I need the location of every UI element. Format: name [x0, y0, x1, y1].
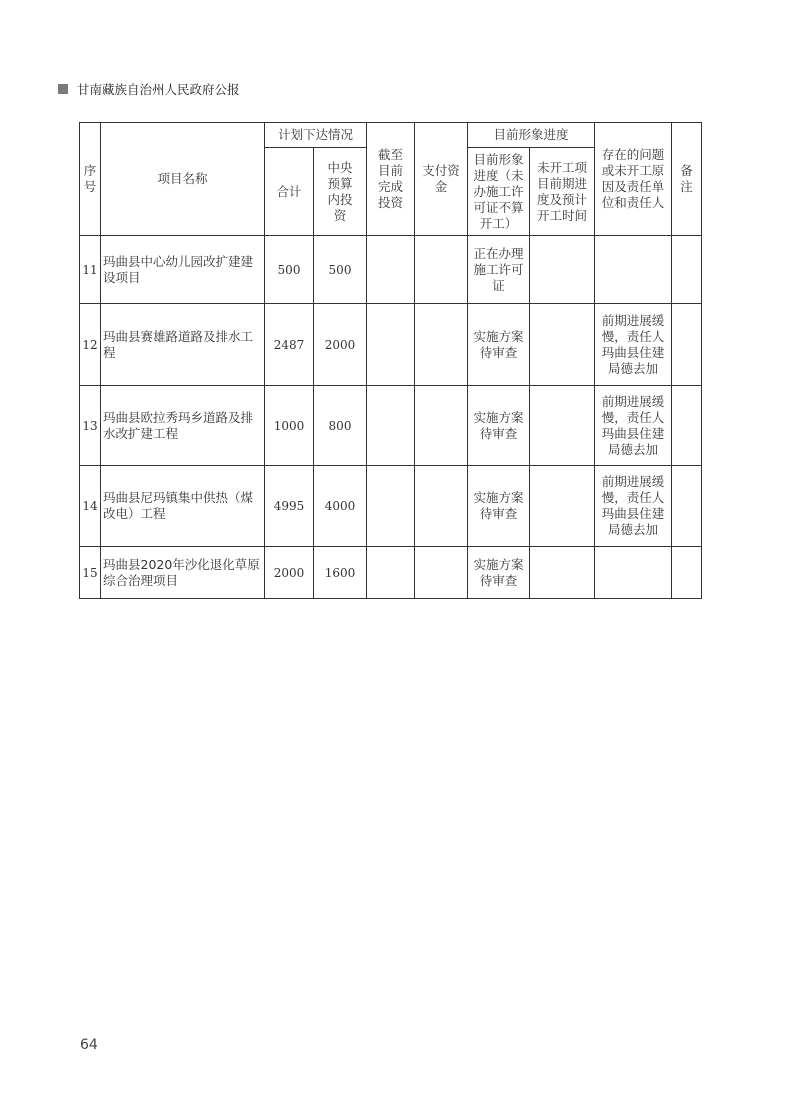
cell-completed	[367, 236, 415, 304]
header-completed-investment: 截至目前完成投资	[367, 123, 415, 236]
document-header	[58, 80, 240, 98]
cell-issues	[595, 547, 672, 599]
cell-completed	[367, 547, 415, 599]
cell-plan-central: 2000	[314, 304, 367, 386]
cell-plan-central: 4000	[314, 466, 367, 547]
cell-project-name: 玛曲县中心幼儿园改扩建建设项目	[101, 236, 265, 304]
cell-progress: 正在办理施工许可证	[468, 236, 530, 304]
cell-paid	[415, 547, 468, 599]
cell-project-name: 玛曲县尼玛镇集中供热（煤改电）工程	[101, 466, 265, 547]
cell-issues: 前期进展缓慢，责任人玛曲县住建局德去加	[595, 304, 672, 386]
header-progress-current: 目前形象进度（未办施工许可证不算开工）	[468, 148, 530, 236]
header-progress-unstarted: 未开工项目前期进度及预计开工时间	[530, 148, 595, 236]
cell-unstarted	[530, 304, 595, 386]
cell-unstarted	[530, 386, 595, 466]
header-square-icon	[58, 84, 68, 94]
cell-remarks	[672, 304, 702, 386]
cell-paid	[415, 236, 468, 304]
cell-completed	[367, 304, 415, 386]
table-row	[80, 466, 702, 547]
cell-remarks	[672, 386, 702, 466]
cell-completed	[367, 386, 415, 466]
cell-paid	[415, 386, 468, 466]
cell-plan-total: 2000	[265, 547, 314, 599]
cell-completed	[367, 466, 415, 547]
header-issues: 存在的问题或未开工原因及责任单位和责任人	[595, 123, 672, 236]
cell-progress: 实施方案待审查	[468, 304, 530, 386]
header-progress-group: 目前形象进度	[468, 123, 595, 148]
header-title: 甘南藏族自治州人民政府公报	[77, 82, 240, 97]
cell-seq: 11	[80, 236, 101, 304]
cell-plan-central: 500	[314, 236, 367, 304]
table-row	[80, 547, 702, 599]
header-plan-central: 中央预算内投资	[314, 148, 367, 236]
cell-progress: 实施方案待审查	[468, 547, 530, 599]
header-plan-total: 合计	[265, 148, 314, 236]
project-progress-table	[79, 122, 702, 599]
cell-seq: 15	[80, 547, 101, 599]
cell-unstarted	[530, 547, 595, 599]
header-remarks: 备注	[672, 123, 702, 236]
cell-plan-central: 800	[314, 386, 367, 466]
cell-unstarted	[530, 236, 595, 304]
cell-project-name: 玛曲县赛雄路道路及排水工程	[101, 304, 265, 386]
cell-issues: 前期进展缓慢，责任人玛曲县住建局德去加	[595, 386, 672, 466]
table-row	[80, 386, 702, 466]
cell-seq: 14	[80, 466, 101, 547]
table-row	[80, 304, 702, 386]
cell-paid	[415, 466, 468, 547]
cell-paid	[415, 304, 468, 386]
cell-plan-central: 1600	[314, 547, 367, 599]
cell-issues	[595, 236, 672, 304]
cell-plan-total: 4995	[265, 466, 314, 547]
cell-remarks	[672, 466, 702, 547]
cell-progress: 实施方案待审查	[468, 386, 530, 466]
cell-remarks	[672, 236, 702, 304]
cell-unstarted	[530, 466, 595, 547]
cell-plan-total: 1000	[265, 386, 314, 466]
header-seq: 序号	[80, 123, 101, 236]
table-row	[80, 236, 702, 304]
header-plan-group: 计划下达情况	[265, 123, 367, 148]
cell-project-name: 玛曲县2020年沙化退化草原综合治理项目	[101, 547, 265, 599]
page-number: 64	[80, 1037, 98, 1053]
cell-remarks	[672, 547, 702, 599]
cell-issues: 前期进展缓慢，责任人玛曲县住建局德去加	[595, 466, 672, 547]
cell-project-name: 玛曲县欧拉秀玛乡道路及排水改扩建工程	[101, 386, 265, 466]
cell-seq: 13	[80, 386, 101, 466]
cell-plan-total: 2487	[265, 304, 314, 386]
cell-progress: 实施方案待审查	[468, 466, 530, 547]
header-paid-funds: 支付资金	[415, 123, 468, 236]
cell-plan-total: 500	[265, 236, 314, 304]
header-project-name: 项目名称	[101, 123, 265, 236]
cell-seq: 12	[80, 304, 101, 386]
